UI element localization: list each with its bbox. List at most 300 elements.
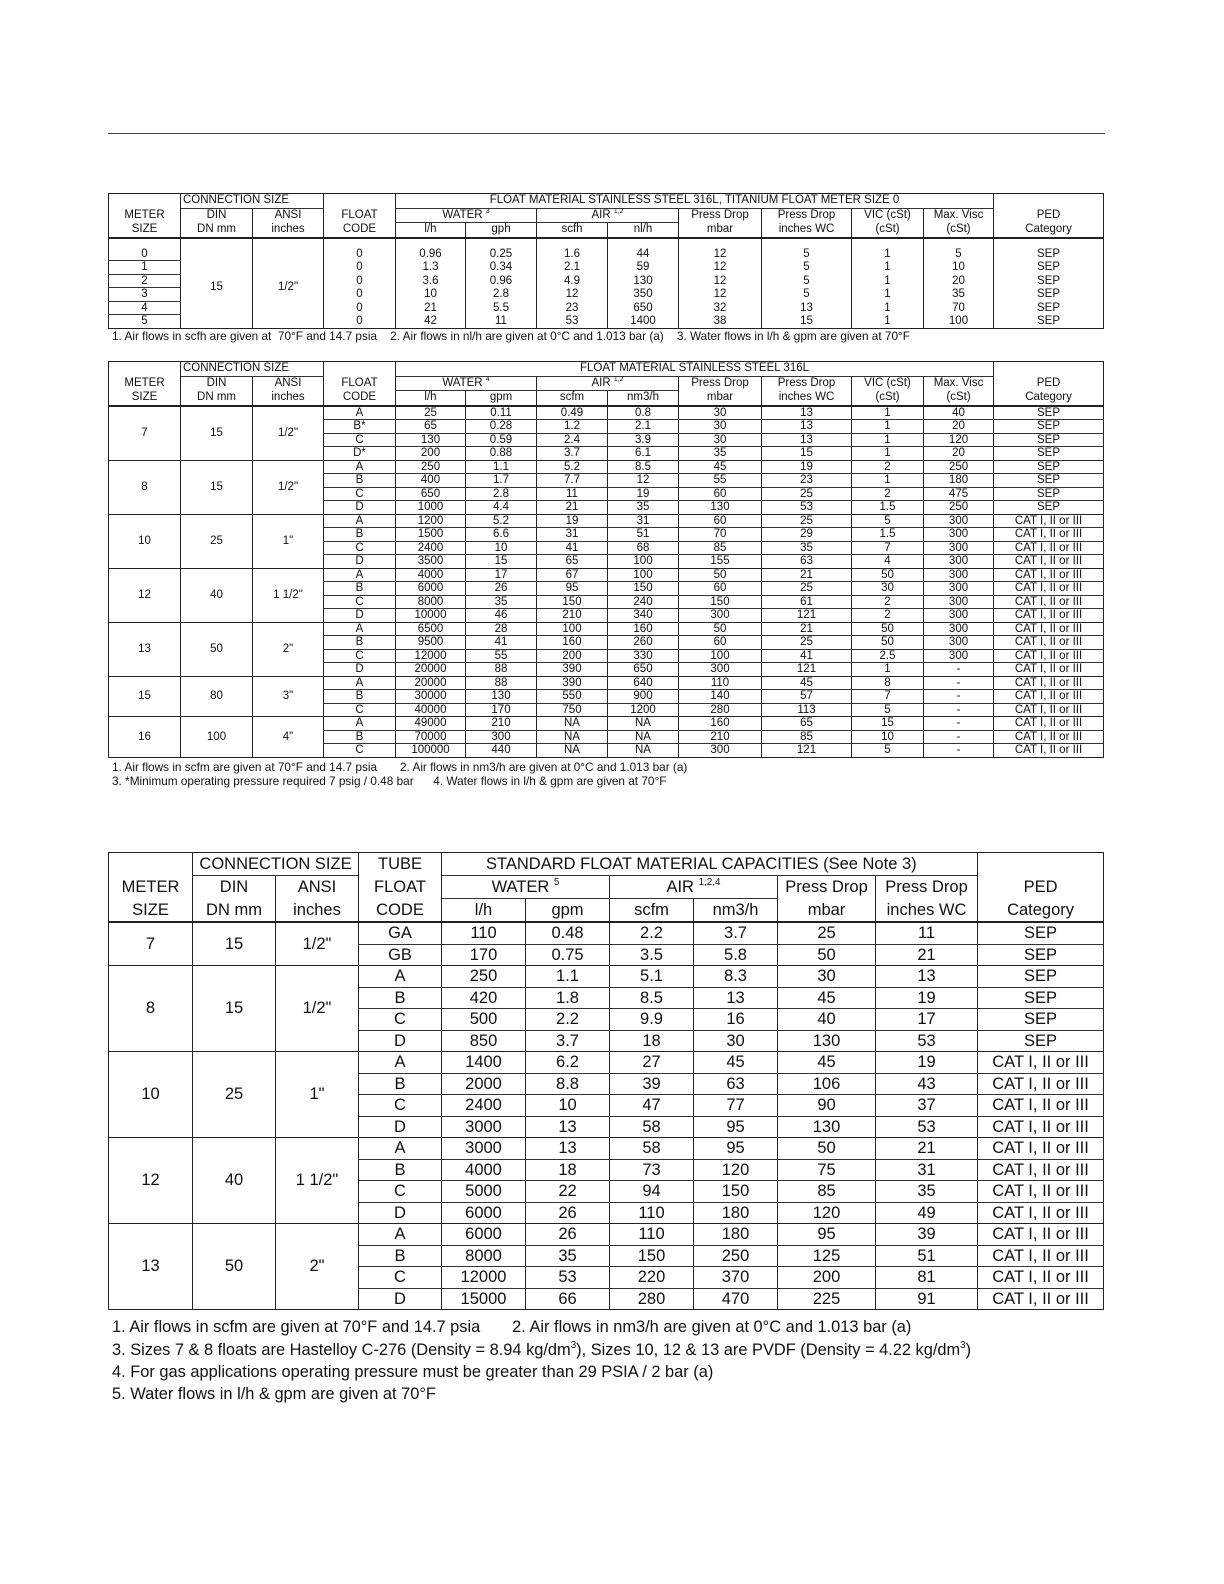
table-cell: 4 [109, 301, 181, 315]
table-cell: B [324, 636, 396, 650]
table-cell: SEP [978, 987, 1104, 1009]
table-cell: 88 [466, 663, 537, 677]
table-cell: 60 [679, 582, 762, 596]
table-cell: 3000 [442, 1116, 526, 1138]
main-header: STANDARD FLOAT MATERIAL CAPACITIES (See Note 3) [442, 853, 978, 876]
table-cell: 65 [537, 555, 608, 569]
table-cell: 5.2 [466, 514, 537, 528]
air-header: AIR $^{1,2}$ [537, 376, 679, 391]
table-cell: 53 [762, 501, 852, 515]
table-cell: 1 [852, 261, 924, 275]
table-cell: 1200 [396, 514, 466, 528]
table-cell: A [324, 460, 396, 474]
table-cell: 300 [679, 744, 762, 758]
table-cell: SEP [994, 460, 1104, 474]
table-cell: 6000 [396, 582, 466, 596]
meter-header: METER [109, 208, 181, 223]
table-standard-float-capacities: CONNECTION SIZE TUBE STANDARD FLOAT MATERIAL CAPACITIES (See Note 3) METER DIN ANSI FLOAT WATER $^5$ AIR $^{1,2,4}$ Press Drop Press Drop PED SIZE DN mm inches CODE l/h gpm scfm nm3/h mbar inches WC Category 7 15 1/2" GA 110 0.48 2.2 3.7 25 11 SEP GB 170 0.75 3.5 5.8 50 21 SEP 8 15 1/2" A 250 1.1 5.1 8.3 30 13 SEP B 420 1.8 8.5 13 45 19 SEP C 500 2.2 9.9 16 40 17 SEP D 850 3.7 18 30 130 53 SEP 10 25 1" A 1400 6.2 27 45 45 19 CAT I, II or III B 2000 8.8 39 63 106 43 CAT I, II or III C 2400 10 47 77 90 37 CAT I, II or III D 3000 13 58 95 130 53 CAT I, II or III 12 40 1 1/2" A 3000 13 58 95 50 21 CAT I, II or III B 4000 18 73 120 75 31 CAT I, II or III C 5000 22 94 150 85 35 CAT I, II or III D 6000 26 110 180 120 49 CAT I, II or III 13 50 2" A 6000 26 110 180 95 39 CAT I, II or III B 8000 35 150 250 125 51 CAT I, II or III C 12000 53 220 370 200 81 CAT I, II or III D 15000 66 280 470 225 91 CAT I, II or III [108, 852, 1104, 1310]
table-cell: 10 [109, 514, 181, 568]
table-cell: 9500 [396, 636, 466, 650]
table-cell: 26 [466, 582, 537, 596]
table-cell: 6.2 [526, 1052, 610, 1074]
table-cell: 25 [181, 514, 253, 568]
table-cell: 2.4 [537, 433, 608, 447]
table-cell: 130 [778, 1030, 876, 1052]
table-cell: 43 [876, 1073, 978, 1095]
table-cell: 49000 [396, 717, 466, 731]
table-cell: 12 [109, 1138, 193, 1224]
table-cell: 53 [876, 1030, 978, 1052]
table-cell: 26 [526, 1224, 610, 1246]
table-cell: 37 [876, 1095, 978, 1117]
air-header: AIR $^{1,2}$ [537, 208, 679, 223]
table-cell: 1200 [608, 703, 679, 717]
press-drop-mbar-header: Press Drop [778, 876, 876, 899]
table-cell: 3.6 [396, 274, 466, 288]
table-cell: 19 [876, 1052, 978, 1074]
table-cell: 650 [396, 487, 466, 501]
table-cell: 240 [608, 595, 679, 609]
table-cell: 170 [442, 944, 526, 966]
table-titanium-float-size-0: CONNECTION SIZE FLOAT MATERIAL STAINLESS STEEL 316L, TITANIUM FLOAT METER SIZE 0 METER DIN ANSI FLOAT WATER $^3$ AIR $^{1,2}$ Press Drop Press Drop VIC (cSt) Max. Visc PED SIZE DN mm inches CODE l/h gph scfh nl/h mbar inches WC (cSt) (cSt) Category 0 15 1/2" 0 0.96 0.25 1.6 44 12 5 1 5 SEP 1 0 1.3 0.34 2.1 59 12 5 1 10 SEP 2 0 3.6 0.96 4.9 130 12 5 1 20 SEP 3 0 10 2.8 12 350 12 5 1 35 SEP 4 0 21 5.5 23 650 32 13 1 70 SEP 5 0 42 11 53 1400 38 15 1 100 SEP [108, 193, 1104, 329]
table-cell: 20 [924, 447, 994, 461]
table-cell: 640 [608, 676, 679, 690]
table-cell: A [359, 1138, 442, 1160]
table-cell: 110 [610, 1224, 694, 1246]
table-cell: 70000 [396, 730, 466, 744]
table-cell: 5 [762, 248, 852, 261]
table-cell: CAT I, II or III [978, 1159, 1104, 1181]
max-visc-header: Max. Visc [924, 208, 994, 223]
table-cell: D [359, 1030, 442, 1052]
table-cell: 20000 [396, 676, 466, 690]
table-cell: 0 [324, 301, 396, 315]
table-cell: 3500 [396, 555, 466, 569]
table-cell: SEP [994, 248, 1104, 261]
table-cell: 66 [526, 1288, 610, 1310]
table-cell: NA [537, 730, 608, 744]
table-cell: B [324, 582, 396, 596]
table-cell: 40 [181, 568, 253, 622]
table-cell: 8.5 [608, 460, 679, 474]
table-cell: 91 [876, 1288, 978, 1310]
conn-size-header: CONNECTION SIZE [181, 194, 324, 209]
table-cell: 21 [762, 622, 852, 636]
table-cell: 51 [608, 528, 679, 542]
table-cell: C [324, 703, 396, 717]
table-cell: 31 [608, 514, 679, 528]
table-cell: 41 [537, 541, 608, 555]
table-cell: 125 [778, 1245, 876, 1267]
table-cell: 65 [396, 420, 466, 434]
table-cell: 1400 [608, 315, 679, 329]
table-cell: 19 [762, 460, 852, 474]
table-cell: 250 [396, 460, 466, 474]
table-cell: 46 [466, 609, 537, 623]
table-cell: 15 [762, 447, 852, 461]
table-cell: 7 [109, 922, 193, 966]
table-cell: 225 [778, 1288, 876, 1310]
table-cell: 1 [852, 406, 924, 420]
ansi-header: ANSI [253, 208, 324, 223]
table-cell: - [924, 703, 994, 717]
table-cell: C [324, 541, 396, 555]
table-cell: 21 [876, 1138, 978, 1160]
table-cell: A [359, 966, 442, 988]
table-cell: 21 [762, 568, 852, 582]
table-row [109, 622, 1104, 636]
table-cell: 35 [762, 541, 852, 555]
table1-notes: 1. Air flows in scfh are given at 70°F and 14.7 psia 2. Air flows in nl/h are given at 0°C and 1.013 bar (a) 3. Water flows in l/h & gpm are given at 70°F [112, 329, 910, 343]
table-cell: 45 [679, 460, 762, 474]
table-cell: 50 [852, 568, 924, 582]
table-cell: 2400 [396, 541, 466, 555]
table-cell: 1.5 [852, 528, 924, 542]
table-cell: 120 [778, 1202, 876, 1224]
table-cell: B [324, 730, 396, 744]
table-cell: 8000 [442, 1245, 526, 1267]
table-cell: 0.34 [466, 261, 537, 275]
table-cell: 0.8 [608, 406, 679, 420]
table-cell: 59 [608, 261, 679, 275]
table-cell: 0.75 [526, 944, 610, 966]
table-cell: 300 [924, 582, 994, 596]
table-cell: 1 1/2" [253, 568, 324, 622]
table-cell: A [324, 622, 396, 636]
table-cell: 44 [608, 248, 679, 261]
table-cell: D [324, 501, 396, 515]
table-cell: 1 [852, 433, 924, 447]
table-cell: 11 [466, 315, 537, 329]
water-header: WATER $^4$ [396, 376, 537, 391]
table-cell: 8 [852, 676, 924, 690]
table-row [109, 568, 1104, 582]
table-cell: 26 [526, 1202, 610, 1224]
press-drop-wc-header: Press Drop [876, 876, 978, 899]
table-cell: 0.96 [466, 274, 537, 288]
table-cell: 650 [608, 663, 679, 677]
table-cell: 50 [181, 622, 253, 676]
table-cell: 28 [466, 622, 537, 636]
table-cell: CAT I, II or III [978, 1116, 1104, 1138]
table-cell: 475 [924, 487, 994, 501]
table-cell: 155 [679, 555, 762, 569]
table-cell: 15 [466, 555, 537, 569]
ped-header: PED [994, 376, 1104, 391]
conn-size-header: CONNECTION SIZE [181, 362, 324, 377]
table-cell: 50 [852, 636, 924, 650]
table-cell: 10 [396, 288, 466, 302]
table-row [109, 676, 1104, 690]
table-cell: 50 [852, 622, 924, 636]
table-cell: CAT I, II or III [994, 595, 1104, 609]
table-cell: 2.5 [852, 649, 924, 663]
table-cell: 45 [694, 1052, 778, 1074]
table-cell: 350 [608, 288, 679, 302]
table-cell: - [924, 730, 994, 744]
table-cell: 2.2 [610, 922, 694, 944]
table-cell: 75 [778, 1159, 876, 1181]
table-cell: 15 [852, 717, 924, 731]
table-cell: 1 1/2" [276, 1138, 359, 1224]
table-cell: 90 [778, 1095, 876, 1117]
table-cell: 0 [109, 248, 181, 261]
table-cell: B [359, 1159, 442, 1181]
vic-header: VIC (cSt) [852, 208, 924, 223]
table-cell: 150 [694, 1181, 778, 1203]
table-cell: 6.6 [466, 528, 537, 542]
table-cell: A [359, 1224, 442, 1246]
table-cell: 0.25 [466, 248, 537, 261]
table-cell: 121 [762, 609, 852, 623]
table-cell: - [924, 663, 994, 677]
table-cell: 8.8 [526, 1073, 610, 1095]
table-cell: A [324, 717, 396, 731]
table-cell: CAT I, II or III [978, 1138, 1104, 1160]
table-cell: 13 [762, 433, 852, 447]
table-cell: 21 [876, 944, 978, 966]
table-cell: C [359, 1181, 442, 1203]
table-cell: 45 [778, 987, 876, 1009]
table-cell: 13 [109, 622, 181, 676]
table-cell: 29 [762, 528, 852, 542]
table-cell: 1 [852, 315, 924, 329]
table-cell: - [924, 717, 994, 731]
table-cell: SEP [994, 433, 1104, 447]
table-cell: 19 [537, 514, 608, 528]
table-cell: 50 [778, 1138, 876, 1160]
table-cell: CAT I, II or III [994, 744, 1104, 758]
table-cell: SEP [994, 274, 1104, 288]
top-rule [108, 133, 1105, 134]
table-cell: 1.5 [852, 501, 924, 515]
table-cell: 5 [762, 288, 852, 302]
table-cell: 30 [694, 1030, 778, 1052]
table-cell: 32 [679, 301, 762, 315]
table-cell: 390 [537, 676, 608, 690]
table-cell: 160 [608, 622, 679, 636]
table-cell: 250 [442, 966, 526, 988]
press-drop-wc-header: Press Drop [762, 208, 852, 223]
table-cell: 2.2 [526, 1009, 610, 1031]
press-drop-wc-header: Press Drop [762, 376, 852, 391]
table-cell: 150 [537, 595, 608, 609]
din-header: DIN [181, 208, 253, 223]
table-cell: A [324, 676, 396, 690]
table3-note-4: 4. For gas applications operating pressure must be greater than 29 PSIA / 2 bar (a) [112, 1363, 714, 1381]
table-cell: 440 [466, 744, 537, 758]
table-cell: 16 [694, 1009, 778, 1031]
water-header: WATER $^5$ [442, 876, 610, 899]
table-cell: 500 [442, 1009, 526, 1031]
table-cell: 1 [852, 274, 924, 288]
table-cell: 5.2 [537, 460, 608, 474]
table-cell: 2000 [442, 1073, 526, 1095]
table-cell: C [324, 744, 396, 758]
table-cell: 12 [679, 274, 762, 288]
table-cell: 41 [466, 636, 537, 650]
table-cell: 2 [852, 460, 924, 474]
table-cell: CAT I, II or III [994, 649, 1104, 663]
table-cell: 110 [442, 922, 526, 944]
table-cell: 300 [679, 609, 762, 623]
table-cell: SEP [978, 1030, 1104, 1052]
table-cell: 65 [762, 717, 852, 731]
table-cell: 0 [324, 288, 396, 302]
table-cell: 150 [610, 1245, 694, 1267]
table-cell: CAT I, II or III [994, 514, 1104, 528]
table-cell: 23 [762, 474, 852, 488]
press-drop-mbar-header: Press Drop [679, 208, 762, 223]
table-cell: 67 [537, 568, 608, 582]
vic-header: VIC (cSt) [852, 376, 924, 391]
table-cell: 100 [537, 622, 608, 636]
table-cell: 1 [852, 447, 924, 461]
table-cell: 113 [762, 703, 852, 717]
table-cell: 1400 [442, 1052, 526, 1074]
table-cell: 200 [537, 649, 608, 663]
table-cell: 4000 [396, 568, 466, 582]
table-cell: 40 [924, 406, 994, 420]
table-cell: 41 [762, 649, 852, 663]
table-cell: 300 [466, 730, 537, 744]
table-cell: 13 [109, 1224, 193, 1310]
table-cell: 0.48 [526, 922, 610, 944]
table-cell: 8.5 [610, 987, 694, 1009]
table2-note-2: 3. *Minimum operating pressure required 7 psig / 0.48 bar 4. Water flows in l/h & gpm are given at 70°F [112, 774, 667, 788]
table-cell: 130 [679, 501, 762, 515]
table-cell: 45 [778, 1052, 876, 1074]
table-cell: CAT I, II or III [994, 528, 1104, 542]
table-cell: 5 [109, 315, 181, 329]
table-cell: 9.9 [610, 1009, 694, 1031]
table-cell: 3" [253, 676, 324, 717]
air-header: AIR $^{1,2,4}$ [610, 876, 778, 899]
table-cell: 1/2" [253, 248, 324, 329]
table-cell: 20 [924, 420, 994, 434]
table-cell: 1.6 [537, 248, 608, 261]
table-cell: SEP [994, 447, 1104, 461]
table-cell: D [324, 609, 396, 623]
table-cell: 17 [876, 1009, 978, 1031]
table-cell: CAT I, II or III [994, 568, 1104, 582]
float-header: FLOAT [324, 208, 396, 223]
table-cell: 100 [608, 555, 679, 569]
table2-note-1: 1. Air flows in scfm are given at 70°F and 14.7 psia 2. Air flows in nm3/h are given at 0°C and 1.013 bar (a) [112, 760, 688, 774]
table-cell: 300 [924, 636, 994, 650]
table-cell: B [324, 528, 396, 542]
table-cell: 6000 [442, 1202, 526, 1224]
table-cell: 5 [852, 703, 924, 717]
table-cell: CAT I, II or III [978, 1245, 1104, 1267]
table-cell: 12 [608, 474, 679, 488]
table-cell: 1.7 [466, 474, 537, 488]
table-cell: 650 [608, 301, 679, 315]
table-row [109, 248, 1104, 261]
table-cell: 390 [537, 663, 608, 677]
table-row [109, 1138, 1104, 1160]
table-cell: 120 [694, 1159, 778, 1181]
table-cell: 1.1 [526, 966, 610, 988]
table-cell: 300 [924, 528, 994, 542]
din-header: DIN [181, 376, 253, 391]
table-cell: 10 [852, 730, 924, 744]
table-cell: SEP [994, 288, 1104, 302]
table-cell: CAT I, II or III [978, 1224, 1104, 1246]
table-cell: 250 [924, 460, 994, 474]
table-cell: 1 [852, 301, 924, 315]
table-cell: 17 [466, 568, 537, 582]
table-cell: CAT I, II or III [978, 1095, 1104, 1117]
table-cell: 1 [852, 420, 924, 434]
table-cell: 300 [679, 663, 762, 677]
table-cell: 25 [193, 1052, 276, 1138]
table-cell: 10 [466, 541, 537, 555]
table-cell: 61 [762, 595, 852, 609]
table-cell: CAT I, II or III [978, 1052, 1104, 1074]
table-cell: 850 [442, 1030, 526, 1052]
table-cell: 85 [679, 541, 762, 555]
table-cell: 110 [610, 1202, 694, 1224]
main-header: FLOAT MATERIAL STAINLESS STEEL 316L, TITANIUM FLOAT METER SIZE 0 [396, 194, 994, 209]
table-cell: 220 [610, 1267, 694, 1289]
meter-header: METER [109, 376, 181, 391]
table-cell: 0 [324, 315, 396, 329]
table-cell: 95 [694, 1116, 778, 1138]
table-cell: 58 [610, 1138, 694, 1160]
table-cell: 300 [924, 622, 994, 636]
table-cell: 50 [778, 944, 876, 966]
table-cell: SEP [978, 922, 1104, 944]
table-cell: 300 [924, 555, 994, 569]
table-cell: 2400 [442, 1095, 526, 1117]
table-cell: 16 [109, 717, 181, 758]
table-cell: - [924, 690, 994, 704]
table-cell: 53 [876, 1116, 978, 1138]
table-cell: 13 [762, 420, 852, 434]
table-cell: 50 [679, 568, 762, 582]
table-cell: 55 [679, 474, 762, 488]
table-cell: 3.5 [610, 944, 694, 966]
table-cell: 25 [778, 922, 876, 944]
table-cell: 80 [181, 676, 253, 717]
table-cell: 21 [396, 301, 466, 315]
table-cell: 30 [852, 582, 924, 596]
table-cell: 13 [762, 406, 852, 420]
table-cell: CAT I, II or III [994, 690, 1104, 704]
table-cell: 1 [852, 248, 924, 261]
table-cell: 1/2" [253, 460, 324, 514]
table-cell: 150 [679, 595, 762, 609]
table-cell: 4.4 [466, 501, 537, 515]
table-cell: 6.1 [608, 447, 679, 461]
table-row [109, 717, 1104, 731]
table-cell: C [359, 1267, 442, 1289]
table-cell: 2" [276, 1224, 359, 1310]
tube-header: TUBE [359, 853, 442, 876]
table-cell: 30 [679, 406, 762, 420]
table-cell: 5 [762, 261, 852, 275]
table-cell: CAT I, II or III [978, 1288, 1104, 1310]
table-cell: 68 [608, 541, 679, 555]
table-cell: CAT I, II or III [994, 730, 1104, 744]
table-cell: 40 [193, 1138, 276, 1224]
table-cell: 0.59 [466, 433, 537, 447]
table-cell: 100 [181, 717, 253, 758]
table-cell: 2.1 [608, 420, 679, 434]
table-cell: 340 [608, 609, 679, 623]
table-cell: 1000 [396, 501, 466, 515]
